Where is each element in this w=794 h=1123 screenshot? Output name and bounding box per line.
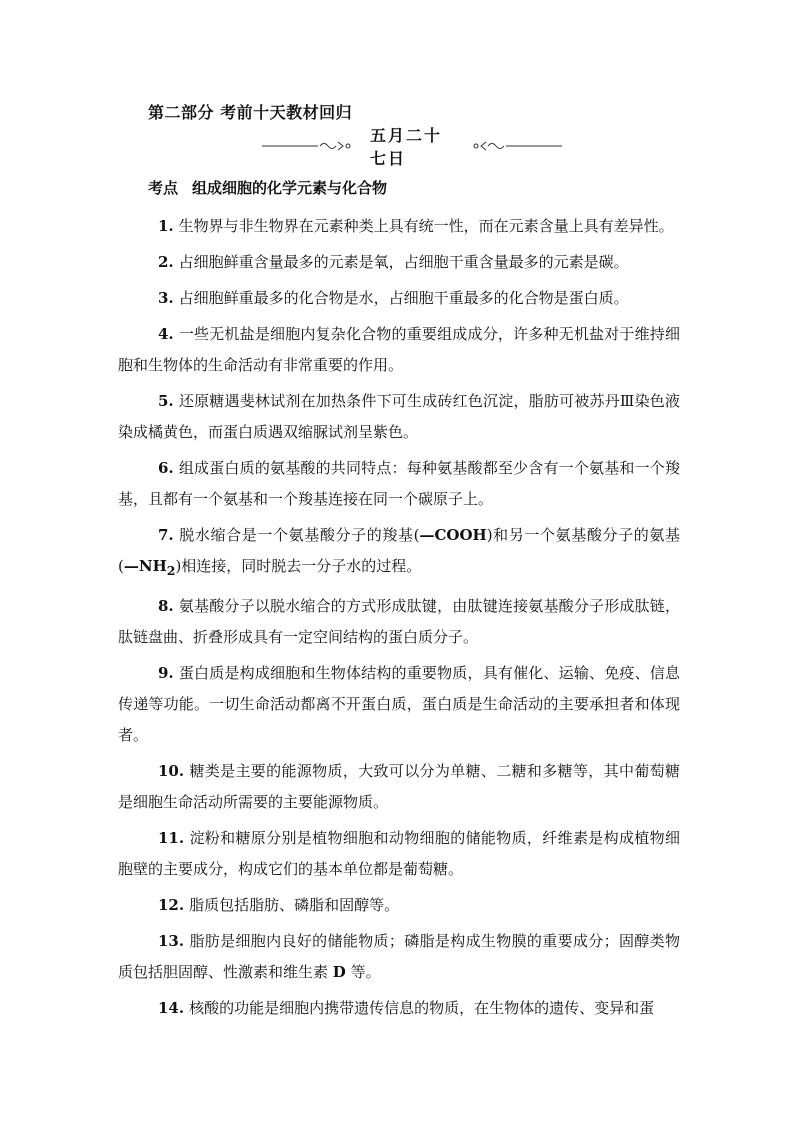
date-banner: [262, 126, 562, 168]
list-item: 10. 糖类是主要的能源物质，大致可以分为单糖、二糖和多糖等，其中葡萄糖是细胞生命活动所需要的主要能源物质。: [118, 762, 680, 811]
chem-formula: —COOH: [419, 526, 487, 544]
list-item: 7. 脱水缩合是一个氨基酸分子的羧基(—COOH)和另一个氨基酸分子的氨基$(—NH_2)$相连接，同时脱去一分子水的过程。: [118, 526, 680, 578]
list-item: 3. 占细胞鲜重最多的化合物是水，占细胞干重最多的化合物是蛋白质。: [158, 289, 629, 307]
left-ornament-icon: [262, 139, 352, 153]
list-item: 12. 脂质包括脂肪、磷脂和固醇等。: [158, 896, 400, 914]
date-title: 五月二十七日: [370, 126, 443, 168]
points-list: [118, 211, 680, 1029]
right-ornament-icon: [472, 139, 562, 153]
list-item: 14. 核酸的功能是细胞内携带遗传信息的物质，在生物体的遗传、变异和蛋: [158, 999, 655, 1017]
part-title: 第二部分 考前十天教材回归: [148, 103, 353, 122]
chem-formula: D: [332, 963, 346, 981]
list-item: 1. 生物界与非生物界在元素种类上具有统一性，而在元素含量上具有差异性。: [158, 217, 674, 235]
topic-heading: [148, 177, 387, 198]
list-item: 5. 还原糖遇斐林试剂在加热条件下可生成砖红色沉淀，脂肪可被苏丹Ⅲ染色液染成橘黄色，而蛋白质遇双缩脲试剂呈紫色。: [118, 392, 680, 441]
topic-label: 考点: [148, 179, 179, 197]
list-item: 2. 占细胞鲜重含量最多的元素是氧，占细胞干重含量最多的元素是碳。: [158, 253, 629, 271]
topic-title: 组成细胞的化学元素与化合物: [192, 179, 388, 197]
list-item: 4. 一些无机盐是细胞内复杂化合物的重要组成成分，许多种无机盐对于维持细胞和生物体的生命活动有非常重要的作用。: [118, 325, 680, 374]
list-item: 8. 氨基酸分子以脱水缩合的方式形成肽键，由肽键连接氨基酸分子形成肽链，肽链盘曲、折叠形成具有一定空间结构的蛋白质分子。: [118, 597, 680, 646]
list-item: 6. 组成蛋白质的氨基酸的共同特点：每种氨基酸都至少含有一个氨基和一个羧基，且都有一个氨基和一个羧基连接在同一个碳原子上。: [118, 459, 680, 508]
list-item: 13. 脂肪是细胞内良好的储能物质；磷脂是构成生物膜的重要成分；固醇类物质包括胆固醇、性激素和维生素 D 等。: [118, 932, 680, 981]
list-item: 9. 蛋白质是构成细胞和生物体结构的重要物质，具有催化、运输、免疫、信息传递等功能。一切生命活动都离不开蛋白质，蛋白质是生命活动的主要承担者和体现者。: [118, 664, 680, 744]
chem-formula: —NH: [123, 557, 167, 575]
list-item: 11. 淀粉和糖原分别是植物细胞和动物细胞的储能物质，纤维素是构成植物细胞壁的主要成分，构成它们的基本单位都是葡萄糖。: [118, 829, 680, 878]
